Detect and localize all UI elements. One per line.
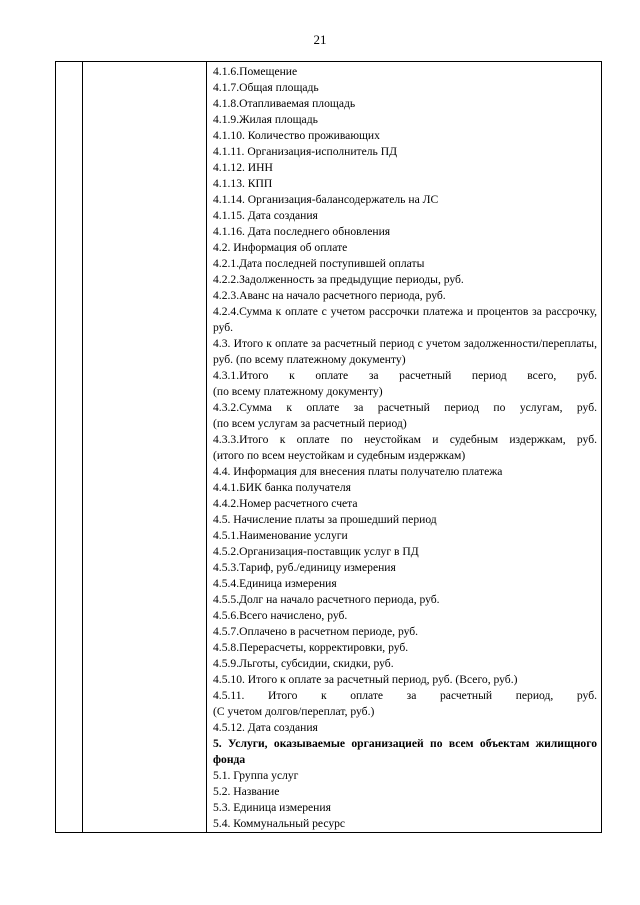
list-item: 5.3. Единица измерения <box>213 801 331 814</box>
list-item: 4.1.11. Организация-исполнитель ПД <box>213 145 398 158</box>
list-item: 4.1.16. Дата последнего обновления <box>213 225 391 238</box>
list-item: 4.5.9.Льготы, субсидии, скидки, руб. <box>213 657 394 670</box>
list-item: 5.1. Группа услуг <box>213 769 299 782</box>
list-item: 4.4.2.Номер расчетного счета <box>213 497 358 510</box>
document-table <box>55 61 602 833</box>
list-item: (итого по всем неустойкам и судебным издержкам) <box>213 449 466 462</box>
list-item: 4.5.4.Единица измерения <box>213 577 337 590</box>
list-item: 4.5.1.Наименование услуги <box>213 529 348 542</box>
list-item: 4.3. Итого к оплате за расчетный период с учетом задолженности/переплаты, руб. (по всему платежному документу) <box>213 337 597 366</box>
list-item: 4.1.10. Количество проживающих <box>213 129 380 142</box>
list-item: 4.2.1.Дата последней поступившей оплаты <box>213 257 425 270</box>
list-item: 4.5.10. Итого к оплате за расчетный период, руб. (Всего, руб.) <box>213 673 518 686</box>
list-item: 4.3.2.Сумма к оплате за расчетный период по услугам, руб. <box>213 401 597 414</box>
list-item: 4.1.13. КПП <box>213 177 273 190</box>
list-item: (по всем услугам за расчетный период) <box>213 417 407 430</box>
list-item: 4.5.7.Оплачено в расчетном периоде, руб. <box>213 625 419 638</box>
page-number: 21 <box>313 32 327 47</box>
list-item: 4.2.2.Задолженность за предыдущие периоды, руб. <box>213 273 464 286</box>
list-item: 4.1.12. ИНН <box>213 161 273 174</box>
row-number-cell <box>56 62 83 833</box>
table-row <box>56 62 602 833</box>
list-item: 4.5.8.Перерасчеты, корректировки, руб. <box>213 641 409 654</box>
list-item: 4.3.1.Итого к оплате за расчетный период всего, руб. <box>213 369 597 382</box>
list-item: 4.5. Начисление платы за прошедший период <box>213 513 437 526</box>
list-item: 4.3.3.Итого к оплате по неустойкам и судебным издержкам, руб. <box>213 433 597 446</box>
list-item: 5. Услуги, оказываемые организацией по всем объектам жилищного фонда <box>213 737 597 766</box>
field-description-cell <box>207 62 602 833</box>
list-item: 5.4. Коммунальный ресурс <box>213 817 346 830</box>
list-item: (С учетом долгов/переплат, руб.) <box>213 705 375 718</box>
list-item: 4.5.12. Дата создания <box>213 721 318 734</box>
list-item: 4.5.5.Долг на начало расчетного периода, руб. <box>213 593 440 606</box>
list-item: 4.5.11. Итого к оплате за расчетный период, руб. <box>213 689 597 702</box>
list-item: 4.2. Информация об оплате <box>213 241 348 254</box>
list-item: 4.1.9.Жилая площадь <box>213 113 318 126</box>
list-item: 4.1.15. Дата создания <box>213 209 318 222</box>
field-name-cell <box>83 62 207 833</box>
list-item: 4.2.4.Сумма к оплате с учетом рассрочки платежа и процентов за рассрочку, руб. <box>213 305 597 334</box>
list-item: 4.5.2.Организация-поставщик услуг в ПД <box>213 545 419 558</box>
list-item: 5.2. Название <box>213 785 280 798</box>
list-item: (по всему платежному документу) <box>213 385 383 398</box>
list-item: 4.1.14. Организация-балансодержатель на ЛС <box>213 193 439 206</box>
list-item: 4.1.8.Отапливаемая площадь <box>213 97 356 110</box>
list-item: 4.4. Информация для внесения платы получателю платежа <box>213 465 503 478</box>
list-item: 4.5.6.Всего начислено, руб. <box>213 609 348 622</box>
list-item: 4.1.6.Помещение <box>213 65 298 78</box>
list-item: 4.5.3.Тариф, руб./единицу измерения <box>213 561 396 574</box>
list-item: 4.2.3.Аванс на начало расчетного периода, руб. <box>213 289 446 302</box>
list-item: 4.1.7.Общая площадь <box>213 81 319 94</box>
list-item: 4.4.1.БИК банка получателя <box>213 481 351 494</box>
